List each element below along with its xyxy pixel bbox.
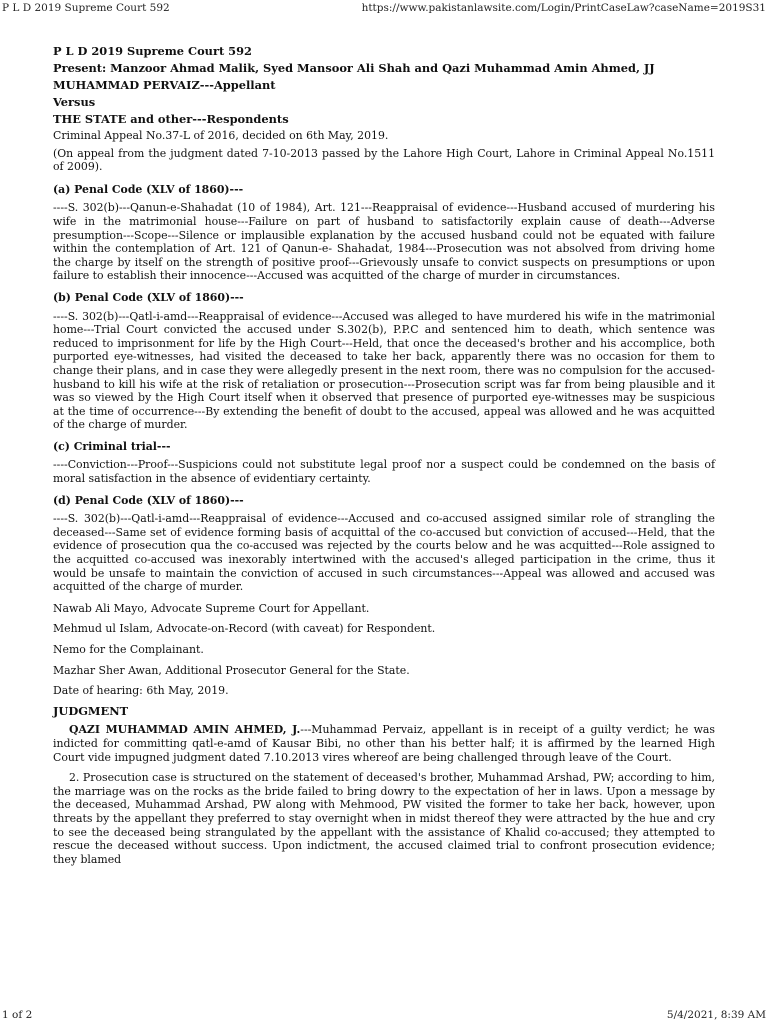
judge-name: QAZI MUHAMMAD AMIN AHMED, J. [69, 723, 301, 737]
headnote-d-title: (d) Penal Code (XLV of 1860)--- [53, 493, 244, 507]
counsel-respondent: Mehmud ul Islam, Advocate-on-Record (with caveat) for Respondent. [53, 622, 436, 636]
case-document [53, 44, 715, 873]
print-timestamp: 5/4/2021, 8:39 AM [666, 1009, 766, 1021]
case-citation: P L D 2019 Supreme Court 592 [53, 44, 252, 58]
page-count: 1 of 2 [2, 1009, 33, 1021]
appeal-number: Criminal Appeal No.37-L of 2016, decided on 6th May, 2019. [53, 129, 389, 142]
judgment-para-1 [53, 723, 715, 764]
print-footer [0, 1008, 768, 1024]
appellant-name: MUHAMMAD PERVAIZ---Appellant [53, 78, 276, 92]
headnote-a-text: ----S. 302(b)---Qanun-e-Shahadat (10 of 1984), Art. 121---Reappraisal of evidence---Husband accused of murdering his wife in the matrimonial house---Failure on part of husband to satisfactorily explain cause of death---Adverse presumption---Scope---Silence or implausible explanation by the accused husband could not be equated with failure within the contemplation of Art. 121 of Qanun-e- Shahadat, 1984---Prosecution was not absolved from driving home the charge by itself on the strength of positive proof---Grievously unsafe to convict suspects on presumptions or upon failure to establish their innocence---Accused was acquitted of the charge of murder in circumstances. [53, 201, 715, 283]
on-appeal-note: (On appeal from the judgment dated 7-10-2013 passed by the Lahore High Court, Lahore in Criminal Appeal No.1511 of 2009). [53, 146, 715, 174]
judgment-para-1-text: ---Muhammad Pervaiz, appellant is in receipt of a guilty verdict; he was indicted for committing qatl-e-amd of Kausar Bibi, no other than his better half; it is affirmed by the learned High Court vide impugned judgment dated 7.10.2013 vires whereof are being challenged through leave of the Court. [53, 723, 715, 764]
counsel-appellant: Nawab Ali Mayo, Advocate Supreme Court for Appellant. [53, 601, 370, 615]
headnote-c-text: ----Conviction---Proof---Suspicions could not substitute legal proof nor a suspect could be condemned on the basis of moral satisfaction in the absence of evidentiary certainty. [53, 458, 715, 486]
headnote-d-text: ----S. 302(b)---Qatl-i-amd---Reappraisal of evidence---Accused and co-accused assigned similar role of strangling the deceased---Same set of evidence forming basis of acquittal of the co-accused but conviction of accused---Held, that the evidence of prosecution qua the co-accused was rejected by the courts below and he was acquitted---Role assigned to the acquitted co-accused was inexorably intertwined with the accused's alleged participation in the crime, thus it would be unsafe to maintain the conviction of accused in such circumstances---Appeal was allowed and accused was acquitted of the charge of murder. [53, 512, 715, 594]
headnote-b-title: (b) Penal Code (XLV of 1860)--- [53, 290, 244, 304]
print-header [0, 0, 768, 16]
judgment-title: JUDGMENT [53, 703, 129, 718]
headnote-a-title: (a) Penal Code (XLV of 1860)--- [53, 182, 244, 196]
headnote-b-text: ----S. 302(b)---Qatl-i-amd---Reappraisal of evidence---Accused was alleged to have murdered his wife in the matrimonial home---Trial Court convicted the accused under S.302(b), P.P.C and sentenced him to death, which sentence was reduced to imprisonment for life by the High Court---Held, that once the deceased's brother and his accomplice, both purported eye-witnesses, had visited the deceased to take her back, apparently there was no occasion for them to change their plans, and in case they were allegedly present in the next room, there was no compulsion for the accused-husband to kill his wife at the risk of retaliation or prosecution---Prosecution script was far from being plausible and it was so viewed by the High Court itself when it observed that presence of purported eye-witnesses may be suspicious at the time of occurrence---By extending the benefit of doubt to the accused, appeal was allowed and he was acquitted of the charge of murder. [53, 309, 715, 432]
print-header-url[interactable]: https://www.pakistanlawsite.com/Login/PrintCaseLaw?caseName=2019S31 [361, 2, 766, 14]
bench-present: Present: Manzoor Ahmad Malik, Syed Mansoor Ali Shah and Qazi Muhammad Amin Ahmed, JJ [53, 61, 655, 75]
counsel-complainant: Nemo for the Complainant. [53, 643, 204, 656]
respondent-name: THE STATE and other---Respondents [53, 112, 289, 126]
counsel-state: Mazhar Sher Awan, Additional Prosecutor General for the State. [53, 663, 410, 677]
hearing-date: Date of hearing: 6th May, 2019. [53, 684, 229, 698]
versus-label: Versus [53, 95, 96, 109]
headnote-c-title: (c) Criminal trial--- [53, 439, 171, 453]
judgment-para-2: 2. Prosecution case is structured on the statement of deceased's brother, Muhammad Arshad, PW; according to him, the marriage was on the rocks as the bride failed to bring dowry to the expectation of her in laws. Upon a message by the deceased, Muhammad Arshad, PW along with Mehmood, PW visited the former to take her back, however, upon threats by the appellant they preferred to stay overnight when in midst thereof they were attracted by the hue and cry to see the deceased being strangulated by the appellant with the assistance of Khalid co-accused; they attempted to rescue the deceased without success. Upon indictment, the accused claimed trial to confront prosecution evidence; they blamed [53, 771, 715, 866]
print-header-title: P L D 2019 Supreme Court 592 [2, 2, 170, 14]
